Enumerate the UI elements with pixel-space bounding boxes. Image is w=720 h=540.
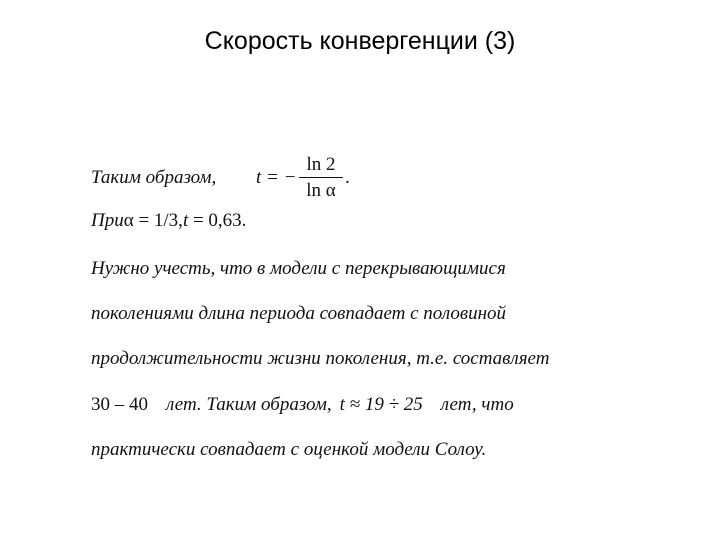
paragraph-line-1: Нужно учесть, что в модели с перекрывающимися (91, 258, 506, 279)
formula1-end: . (345, 167, 350, 188)
fraction-bar (299, 177, 343, 178)
formula1-denominator: ln α (306, 180, 336, 201)
formula1-fraction (299, 154, 343, 202)
slide-title: Скорость конвергенции (3) (204, 27, 516, 55)
paragraph-line-3: продолжительности жизни поколения, т.е. составляет (91, 348, 550, 369)
formula2-value: = 0,63. (192, 210, 247, 231)
approx-formula: t ≈ 19 ÷ 25 (339, 394, 423, 415)
formula2-condition: α = 1/3, (123, 210, 183, 231)
formula2-var: t (182, 210, 189, 231)
formula1-numerator: ln 2 (306, 154, 336, 175)
line4-text: лет. Таким образом, (166, 394, 332, 415)
formula1-lead: Таким образом, (91, 167, 217, 188)
paragraph-line-2: поколениями длина периода совпадает с половиной (91, 303, 507, 324)
age-range: 30 – 40 (91, 394, 148, 415)
paragraph-line-5: практически совпадает с оценкой модели Солоу. (91, 439, 487, 460)
formula2-lead: При (91, 210, 124, 231)
line4-tail: лет, что (440, 394, 514, 415)
formula2 (91, 210, 246, 232)
formula1-lhs: t = − (256, 167, 297, 188)
paragraph-line-4 (91, 394, 514, 416)
